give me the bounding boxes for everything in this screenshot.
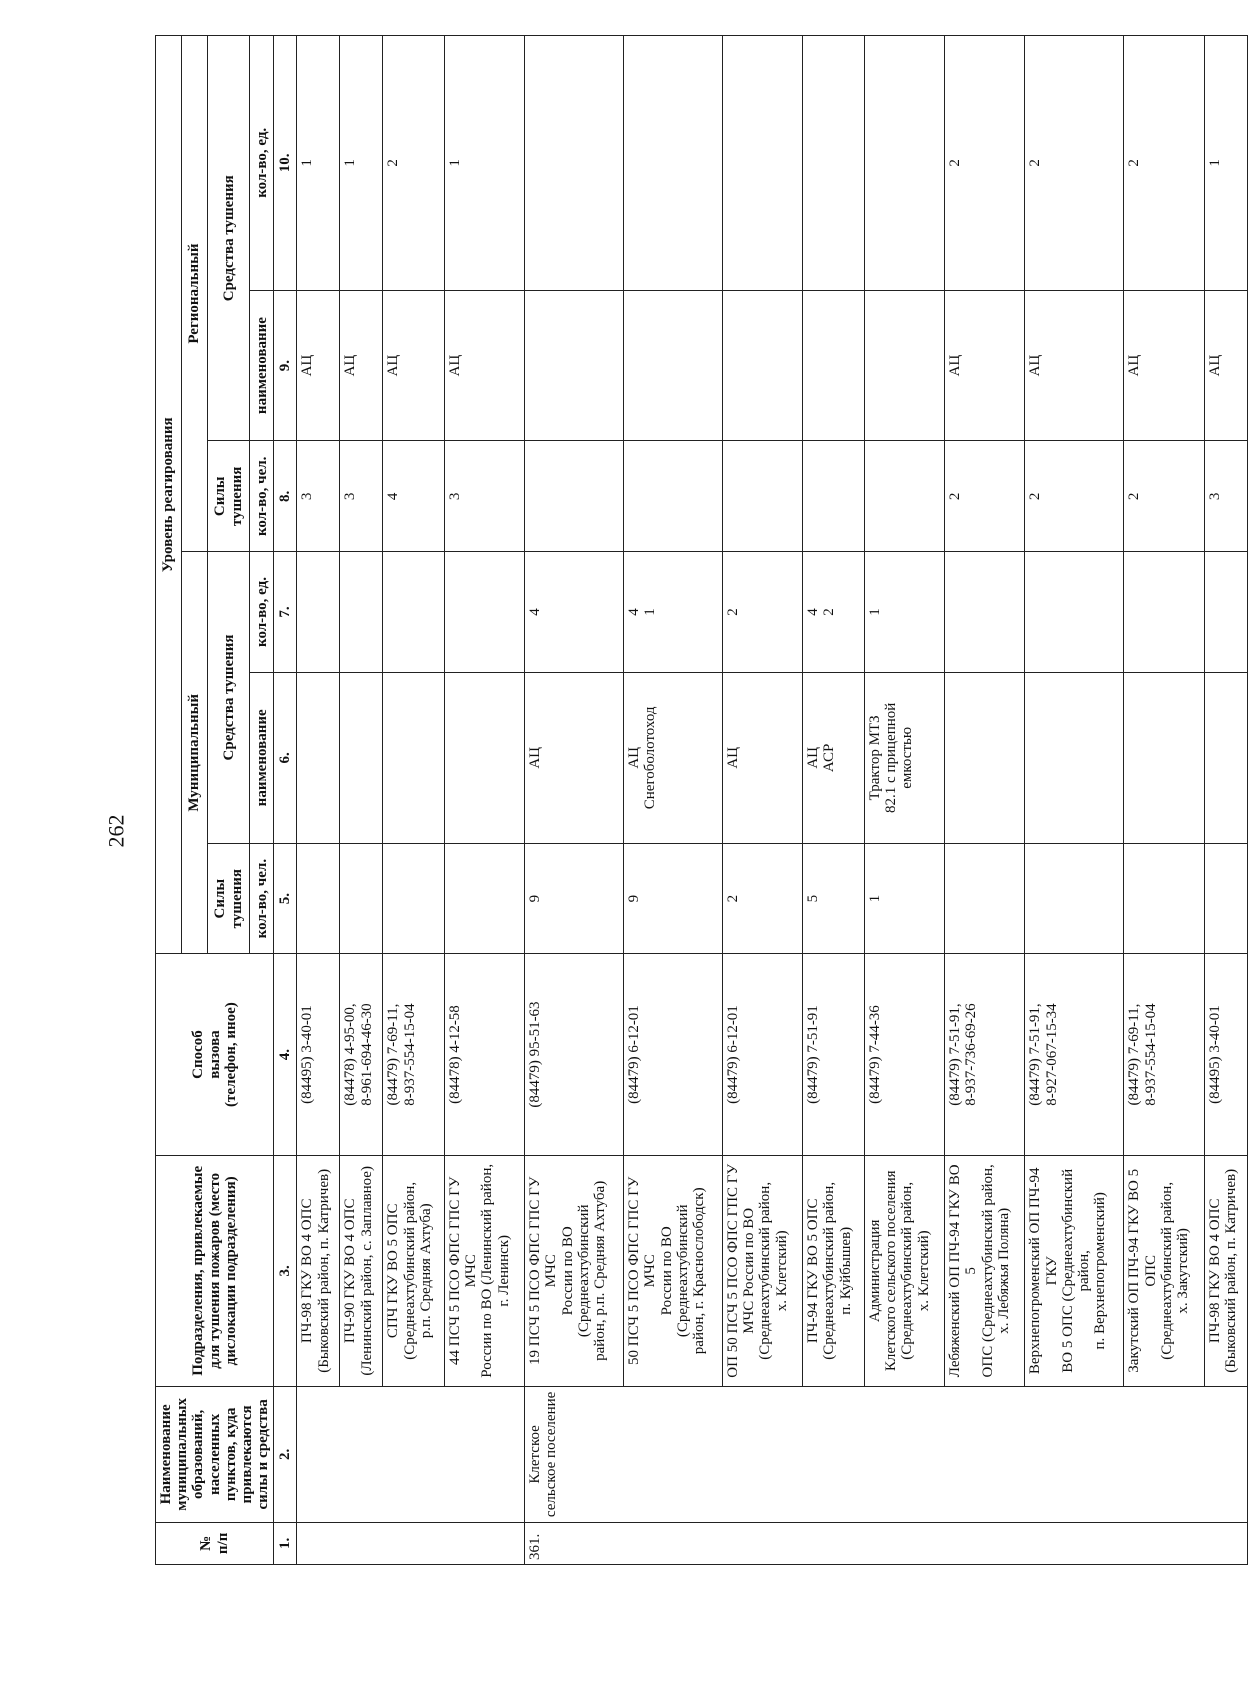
col-number: 5.: [274, 843, 297, 954]
col-number: 1.: [274, 1522, 297, 1564]
m-people-cell: [1025, 843, 1124, 954]
unit-cell: 44 ПСЧ 5 ПСО ФПС ГПС ГУ МЧС России по ВО (Ленинский район, г. Ленинск): [444, 1155, 524, 1386]
r-qty-cell: 1: [1204, 36, 1247, 291]
m-people-cell: [297, 843, 340, 954]
municipality-cell: Клетское сельское поселение: [525, 1386, 1248, 1522]
r-qty-cell: 1: [444, 36, 524, 291]
m-people-cell: 1: [864, 843, 944, 954]
r-people-cell: 2: [1025, 441, 1124, 552]
m-qty-cell: [1025, 552, 1124, 673]
table-row: [1204, 36, 1247, 1565]
call-cell: (84479) 6-12-01: [723, 954, 803, 1155]
unit-cell: ОП 50 ПСЧ 5 ПСО ФПС ГПС ГУ МЧС России по ВО (Среднеахтубинский район, х. Клетский): [723, 1155, 803, 1386]
m-people-cell: [1204, 843, 1247, 954]
r-qty-cell: [723, 36, 803, 291]
table-row: [297, 36, 340, 1565]
call-cell: (84495) 3-40-01: [1204, 954, 1247, 1155]
r-qty-cell: 2: [383, 36, 445, 291]
m-qty-cell: [383, 552, 445, 673]
r-name-cell: [803, 290, 865, 441]
m-qty-cell: [340, 552, 383, 673]
header-m-name: наименование: [250, 672, 274, 843]
r-name-cell: АЦ: [945, 290, 1025, 441]
header-regional: Региональный: [182, 36, 208, 552]
r-name-cell: АЦ: [340, 290, 383, 441]
m-people-cell: [1124, 843, 1204, 954]
col-number: 9.: [274, 290, 297, 441]
r-qty-cell: 2: [1025, 36, 1124, 291]
m-qty-cell: 4: [525, 552, 624, 673]
r-name-cell: [624, 290, 723, 441]
m-people-cell: [945, 843, 1025, 954]
table-row: [864, 36, 944, 1565]
unit-cell: ПЧ-98 ГКУ ВО 4 ОПС (Быковский район, п. Катричев): [1204, 1155, 1247, 1386]
m-people-cell: [383, 843, 445, 954]
table-row: [945, 36, 1025, 1565]
unit-cell: 19 ПСЧ 5 ПСО ФПС ГПС ГУ МЧС России по ВО (Среднеахтубинский район, р.п. Средняя Ахтуба): [525, 1155, 624, 1386]
r-qty-cell: [525, 36, 624, 291]
r-people-cell: 4: [383, 441, 445, 552]
call-cell: (84479) 7-69-11, 8-937-554-15-04: [383, 954, 445, 1155]
table-row: [340, 36, 383, 1565]
m-qty-cell: 2: [723, 552, 803, 673]
m-name-cell: [1204, 672, 1247, 843]
call-cell: (84479) 7-51-91: [803, 954, 865, 1155]
r-qty-cell: 2: [1124, 36, 1204, 291]
r-name-cell: [864, 290, 944, 441]
header-municipal-forces: Силы тушения: [208, 843, 250, 954]
call-cell: (84478) 4-12-58: [444, 954, 524, 1155]
r-qty-cell: [624, 36, 723, 291]
col-number: 3.: [274, 1155, 297, 1386]
r-name-cell: АЦ: [444, 290, 524, 441]
r-name-cell: [525, 290, 624, 441]
r-qty-cell: [864, 36, 944, 291]
header-num: № п/п: [156, 1522, 274, 1564]
r-name-cell: АЦ: [1124, 290, 1204, 441]
header-r-name: наименование: [250, 290, 274, 441]
r-people-cell: 3: [297, 441, 340, 552]
header-regional-forces: Силы тушения: [208, 441, 250, 552]
table-row: [624, 36, 723, 1565]
r-people-cell: 3: [340, 441, 383, 552]
col-number: 8.: [274, 441, 297, 552]
r-people-cell: 3: [444, 441, 524, 552]
m-name-cell: Трактор МТЗ 82.1 с прицепной емкостью: [864, 672, 944, 843]
m-people-cell: 9: [525, 843, 624, 954]
call-cell: (84479) 7-51-91, 8-927-067-15-34: [1025, 954, 1124, 1155]
r-qty-cell: 1: [297, 36, 340, 291]
table-row: [1025, 36, 1124, 1565]
m-people-cell: [444, 843, 524, 954]
r-people-cell: [525, 441, 624, 552]
table-row: [1124, 36, 1204, 1565]
r-people-cell: [624, 441, 723, 552]
r-people-cell: [864, 441, 944, 552]
r-people-cell: 2: [1124, 441, 1204, 552]
unit-cell: Верхнепогроменский ОП ПЧ-94 ГКУ ВО 5 ОПС (Среднеахтубинский район, п. Верхнепогроменский): [1025, 1155, 1124, 1386]
table-row: [444, 36, 524, 1565]
unit-cell: ПЧ-90 ГКУ ВО 4 ОПС (Ленинский район, с. Заплавное): [340, 1155, 383, 1386]
header-regional-means: Средства тушения: [208, 36, 250, 442]
unit-cell: ПЧ-94 ГКУ ВО 5 ОПС (Среднеахтубинский район, п. Куйбышев): [803, 1155, 865, 1386]
header-response-level: Уровень реагирования: [156, 36, 182, 954]
m-name-cell: АЦ Снегоболотоход: [624, 672, 723, 843]
r-people-cell: [723, 441, 803, 552]
m-people-cell: 9: [624, 843, 723, 954]
m-qty-cell: 4 1: [624, 552, 723, 673]
m-name-cell: [444, 672, 524, 843]
call-cell: (84479) 7-69-11, 8-937-554-15-04: [1124, 954, 1204, 1155]
header-m-qty-units: кол-во, ед.: [250, 552, 274, 673]
r-name-cell: АЦ: [383, 290, 445, 441]
m-name-cell: [297, 672, 340, 843]
r-qty-cell: [803, 36, 865, 291]
col-number: 2.: [274, 1386, 297, 1522]
r-people-cell: [803, 441, 865, 552]
m-name-cell: АЦ: [525, 672, 624, 843]
header-r-qty-people: кол-во, чел.: [250, 441, 274, 552]
m-qty-cell: [1204, 552, 1247, 673]
header-m-qty-people: кол-во, чел.: [250, 843, 274, 954]
m-qty-cell: [945, 552, 1025, 673]
col-number: 6.: [274, 672, 297, 843]
m-qty-cell: [297, 552, 340, 673]
m-name-cell: АЦ: [723, 672, 803, 843]
m-name-cell: [1124, 672, 1204, 843]
rotated-table-container: [155, 35, 1240, 1565]
r-people-cell: 3: [1204, 441, 1247, 552]
municipality-cell: [297, 1386, 525, 1522]
r-qty-cell: 1: [340, 36, 383, 291]
m-people-cell: 2: [723, 843, 803, 954]
unit-cell: Администрация Клетского сельского поселения (Среднеахтубинский район, х. Клетский): [864, 1155, 944, 1386]
row-num-cell: 361.: [525, 1522, 1248, 1564]
unit-cell: Лебяженский ОП ПЧ-94 ГКУ ВО 5 ОПС (Среднеахтубинский район, х. Лебяжья Поляна): [945, 1155, 1025, 1386]
m-people-cell: [340, 843, 383, 954]
m-name-cell: АЦ АСР: [803, 672, 865, 843]
col-number: 7.: [274, 552, 297, 673]
m-qty-cell: [444, 552, 524, 673]
col-number: 10.: [274, 36, 297, 291]
header-municipal: Муниципальный: [182, 552, 208, 954]
page-number: 262: [103, 814, 129, 848]
call-cell: (84479) 6-12-01: [624, 954, 723, 1155]
call-cell: (84495) 3-40-01: [297, 954, 340, 1155]
table-row: [383, 36, 445, 1565]
r-qty-cell: 2: [945, 36, 1025, 291]
call-cell: (84478) 4-95-00, 8-961-694-46-30: [340, 954, 383, 1155]
m-name-cell: [383, 672, 445, 843]
unit-cell: СПЧ ГКУ ВО 5 ОПС (Среднеахтубинский район, р.п. Средняя Ахтуба): [383, 1155, 445, 1386]
r-name-cell: [723, 290, 803, 441]
m-name-cell: [340, 672, 383, 843]
header-r-qty-units: кол-во, ед.: [250, 36, 274, 291]
m-qty-cell: [1124, 552, 1204, 673]
header-units: Подразделения, привлекаемые для тушения пожаров (место дислокации подразделения): [156, 1155, 274, 1386]
call-cell: (84479) 7-51-91, 8-937-736-69-26: [945, 954, 1025, 1155]
r-name-cell: АЦ: [1025, 290, 1124, 441]
m-qty-cell: 4 2: [803, 552, 865, 673]
table-row: [803, 36, 865, 1565]
m-people-cell: 5: [803, 843, 865, 954]
m-qty-cell: 1: [864, 552, 944, 673]
r-people-cell: 2: [945, 441, 1025, 552]
m-name-cell: [945, 672, 1025, 843]
table-row: [723, 36, 803, 1565]
r-name-cell: АЦ: [1204, 290, 1247, 441]
header-municipal-means: Средства тушения: [208, 552, 250, 844]
row-num-cell: [297, 1522, 525, 1564]
header-call-method: Способ вызова (телефон, иное): [156, 954, 274, 1155]
call-cell: (84479) 95-51-63: [525, 954, 624, 1155]
table-row: [525, 36, 624, 1565]
unit-cell: Закутский ОП ПЧ-94 ГКУ ВО 5 ОПС (Среднеахтубинский район, х. Закутский): [1124, 1155, 1204, 1386]
unit-cell: 50 ПСЧ 5 ПСО ФПС ГПС ГУ МЧС России по ВО (Среднеахтубинский район, г. Краснослободск): [624, 1155, 723, 1386]
call-cell: (84479) 7-44-36: [864, 954, 944, 1155]
col-number: 4.: [274, 954, 297, 1155]
m-name-cell: [1025, 672, 1124, 843]
column-number-row: [274, 36, 297, 1565]
header-municipality: Наименование муниципальных образований, населенных пунктов, куда привлекаются силы и средства: [156, 1386, 274, 1522]
r-name-cell: АЦ: [297, 290, 340, 441]
response-level-table: [155, 35, 1248, 1565]
unit-cell: ПЧ-98 ГКУ ВО 4 ОПС (Быковский район, п. Катричев): [297, 1155, 340, 1386]
